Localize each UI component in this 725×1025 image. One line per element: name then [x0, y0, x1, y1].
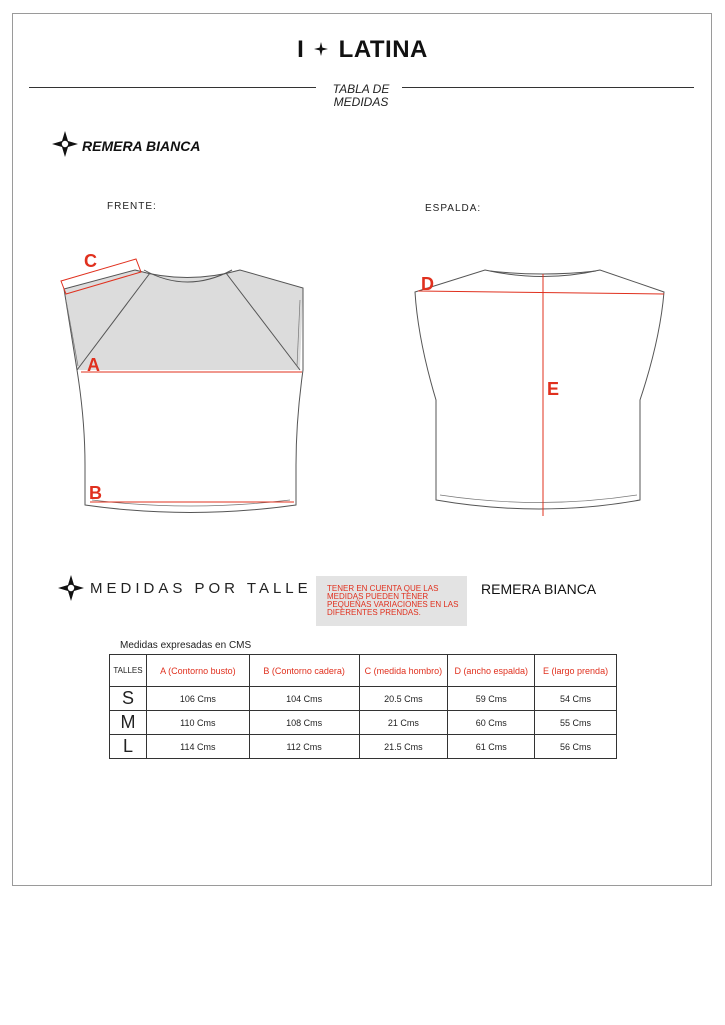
size-label: M [110, 711, 147, 735]
table-cell: 20.5 Cms [359, 687, 448, 711]
product-title: REMERA BIANCA [82, 138, 201, 154]
marker-e: E [547, 379, 560, 399]
table-cell: 21.5 Cms [359, 735, 448, 759]
star-icon [57, 574, 85, 602]
marker-a: A [87, 355, 100, 375]
size-label: L [110, 735, 147, 759]
table-row [110, 735, 617, 759]
marker-c: C [84, 251, 97, 271]
table-cell: 114 Cms [146, 735, 249, 759]
back-width-measure-line [418, 291, 664, 294]
col-header-c: C (medida hombro) [359, 655, 448, 687]
table-cell: 110 Cms [146, 711, 249, 735]
table-cell: 112 Cms [249, 735, 359, 759]
units-caption: Medidas expresadas en CMS [120, 640, 252, 651]
table-cell: 54 Cms [535, 687, 617, 711]
brand-part-2: LATINA [338, 36, 428, 63]
table-cell: 55 Cms [535, 711, 617, 735]
col-header-d: D (ancho espalda) [448, 655, 535, 687]
table-cell: 61 Cms [448, 735, 535, 759]
table-cell: 59 Cms [448, 687, 535, 711]
col-header-e: E (largo prenda) [535, 655, 617, 687]
back-view-label: ESPALDA: [425, 203, 482, 214]
table-cell: 56 Cms [535, 735, 617, 759]
variation-note: TENER EN CUENTA QUE LAS MEDIDAS PUEDEN TENER PEQUEÑAS VARIACIONES EN LAS DIFERENTES PRENDAS. [316, 576, 467, 626]
table-cell: 106 Cms [146, 687, 249, 711]
front-view-label: FRENTE: [107, 201, 157, 212]
marker-b: B [89, 483, 102, 503]
table-row [110, 711, 617, 735]
size-label: S [110, 687, 147, 711]
page-subtitle: TABLA DE MEDIDAS [332, 82, 390, 109]
brand-part-1: I [297, 36, 305, 63]
marker-d: D [421, 274, 434, 294]
front-garment [64, 270, 303, 513]
table-cell: 60 Cms [448, 711, 535, 735]
table-header-row [110, 655, 617, 687]
back-garment [415, 270, 664, 509]
col-header-b: B (Contorno cadera) [249, 655, 359, 687]
table-row [110, 687, 617, 711]
col-header-a: A (Contorno busto) [146, 655, 249, 687]
table-cell: 21 Cms [359, 711, 448, 735]
size-table [109, 654, 617, 759]
table-cell: 104 Cms [249, 687, 359, 711]
col-header-talles: TALLES [110, 655, 147, 687]
sizes-section-title: MEDIDAS POR TALLE [90, 580, 312, 597]
sizes-product-name: REMERA BIANCA [481, 581, 597, 597]
table-cell: 108 Cms [249, 711, 359, 735]
